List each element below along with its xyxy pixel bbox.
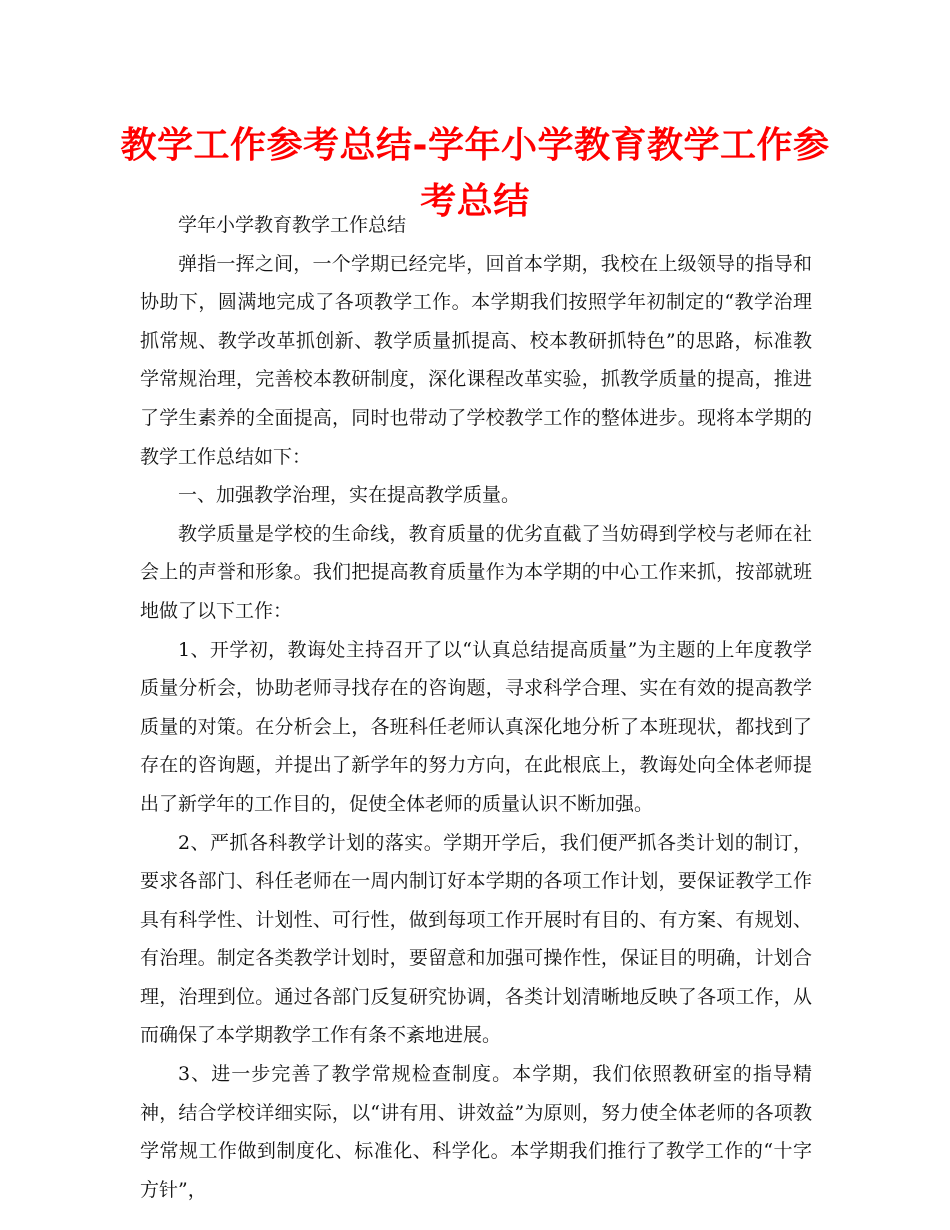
section-heading: 一、加强教学治理，实在提高教学质量。	[178, 484, 521, 507]
document-body	[140, 206, 812, 1209]
subtitle-paragraph: 学年小学教育教学工作总结	[178, 214, 407, 236]
list-item-1: 1、开学初，教诲处主持召开了以“认真总结提高质量”为主题的上年度教学质量分析会，协助老师寻找存在的咨询题，寻求科学合理、实在有效的提高教学质量的对策。在分析会上，各班科任老师认真深化地分析了本班现状，都找到了存在的咨询题，并提出了新学年的努力方向，在此根底上，教诲处向全体老师提出了新学年的工作目的，促使全体老师的质量认识不断加强。	[140, 638, 812, 815]
list-item-3: 3、进一步完善了教学常规检查制度。本学期，我们依照教研室的指导精神，结合学校详细实际，以“讲有用、讲效益”为原则，努力使全体老师的各项教学常规工作做到制度化、标准化、科学化。本学期我们推行了教学工作的“十字方针”，	[140, 1063, 812, 1201]
list-item-2: 2、严抓各科教学计划的落实。学期开学后，我们便严抓各类计划的制订，要求各部门、科任老师在一周内制订好本学期的各项工作计划，要保证教学工作具有科学性、计划性、可行性，做到每项工作开展时有目的、有方案、有规划、有治理。制定各类教学计划时，要留意和加强可操作性，保证目的明确，计划合理，治理到位。通过各部门反复研究协调，各类计划清晰地反映了各项工作，从而确保了本学期教学工作有条不紊地进展。	[140, 831, 812, 1047]
intro-paragraph: 弹指一挥之间，一个学期已经完毕，回首本学期，我校在上级领导的指导和协助下，圆满地完成了各项教学工作。本学期我们按照学年初制定的“教学治理抓常规、教学改革抓创新、教学质量抓提高、校本教研抓特色”的思路，标准教学常规治理，完善校本教研制度，深化课程改革实验，抓教学质量的提高，推进了学生素养的全面提高，同时也带动了学校教学工作的整体进步。现将本学期的教学工作总结如下：	[140, 252, 812, 468]
body-paragraph: 教学质量是学校的生命线，教育质量的优劣直截了当妨碍到学校与老师在社会上的声誉和形象。我们把提高教育质量作为本学期的中心工作来抓，按部就班地做了以下工作：	[140, 522, 812, 622]
document-title: 教学工作参考总结-学年小学教育教学工作参考总结	[120, 125, 830, 222]
